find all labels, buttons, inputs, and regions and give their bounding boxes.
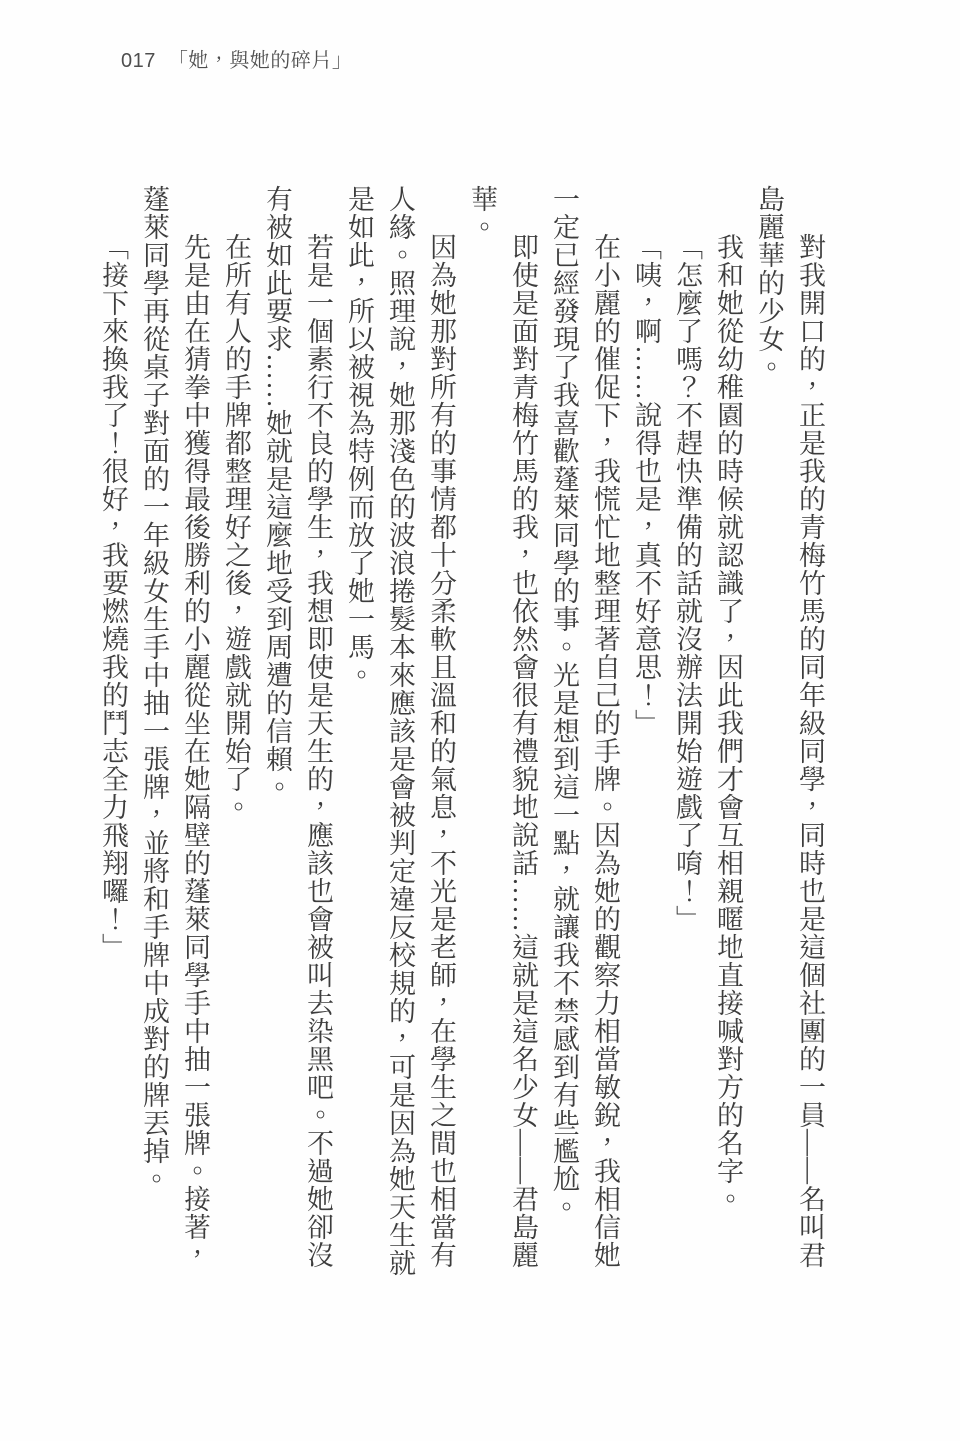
paragraph: 對我開口的，正是我的青梅竹馬的同年級同學，同時也是這個社團的一員——名叫君島麗華的少女。 [754, 185, 825, 1269]
paragraph: 在小麗的催促下，我慌忙地整理著自己的手牌。因為她的觀察力相當敏銳，我相信她一定已經發現了我喜歡蓬萊同學的事。光是想到這一點，就讓我不禁感到有些尷尬。 [549, 185, 620, 1269]
paragraph: 若是一個素行不良的學生，我想即使是天生的，應該也會被叫去染黑吧。不過她卻沒有被如此要求……她就是這麼地受到周遭的信賴。 [262, 185, 333, 1269]
paragraph: 我和她從幼稚園的時候就認識了，因此我們才會互相親暱地直接喊對方的名字。 [713, 233, 743, 1213]
paragraph: 「怎麼了嗎？不趕快準備的話就沒辦法開始遊戲了唷！」 [672, 233, 702, 933]
chapter-title: 「她，與她的碎片」 [167, 50, 353, 72]
page-header [121, 44, 352, 73]
paragraph: 「咦，啊……說得也是，真不好意思！」 [631, 233, 661, 737]
paragraph: 在所有人的手牌都整理好之後，遊戲就開始了。 [221, 233, 251, 821]
paragraph: 先是由在猜拳中獲得最後勝利的小麗從坐在她隔壁的蓬萊同學手中抽一張牌。接著，蓬萊同學再從桌子對面的一年級女生手中抽一張牌，並將和手牌中成對的牌丟掉。 [139, 185, 210, 1269]
page-number: 017 [121, 50, 156, 72]
paragraph: 「接下來換我了！很好，我要燃燒我的鬥志全力飛翔囉！」 [98, 233, 128, 961]
vertical-text-block [92, 185, 830, 1280]
paragraph: 即使是面對青梅竹馬的我，也依然會很有禮貌地說話……這就是這名少女——君島麗華。 [467, 185, 538, 1269]
paragraph: 因為她那對所有的事情都十分柔軟且溫和的氣息，不光是老師，在學生之間也相當有人緣。照理說，她那淺色的波浪捲髮本來應該是會被判定違反校規的，可是因為她天生就是如此，所以被視為特例而放了她一馬。 [344, 185, 456, 1277]
